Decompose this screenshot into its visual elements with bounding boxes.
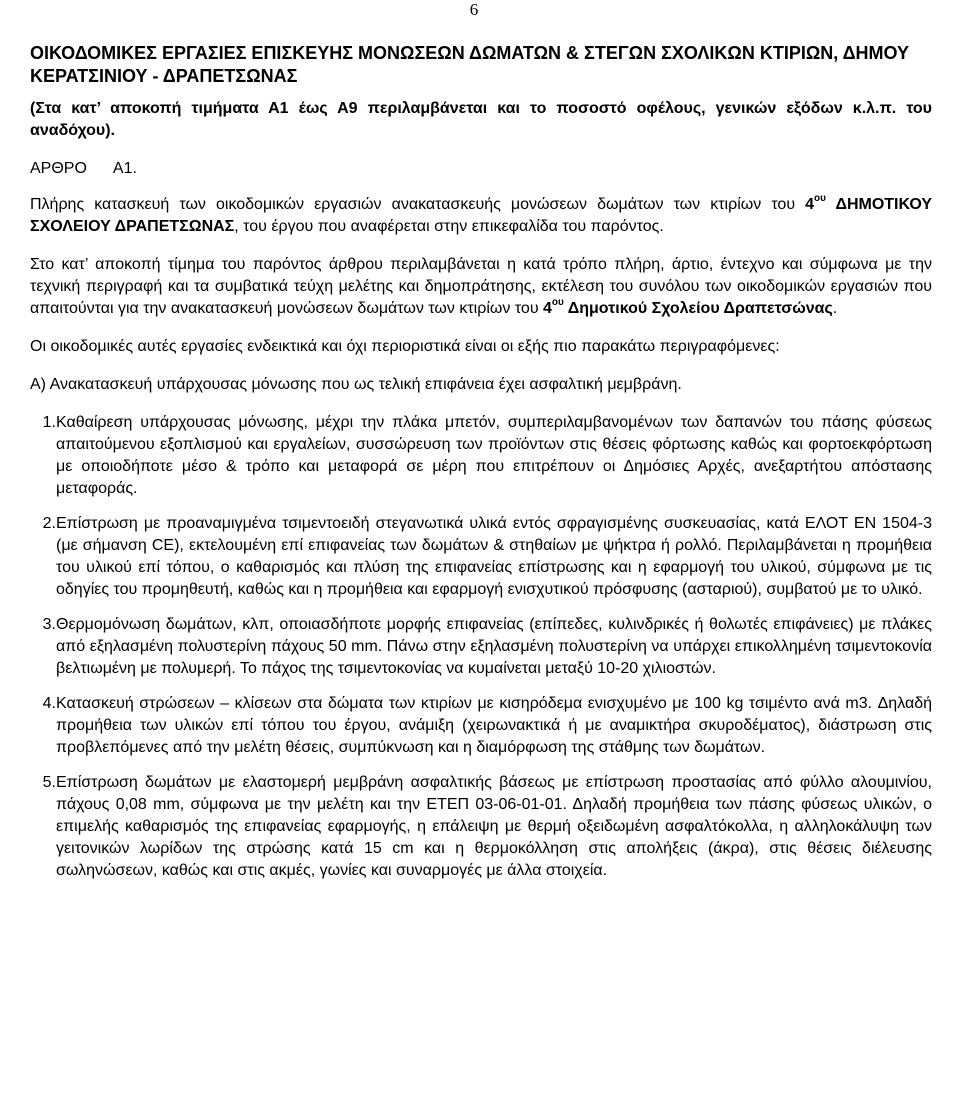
article-label: ΑΡΘΡΟ bbox=[30, 160, 87, 177]
intro-text-start: Πλήρης κατασκευή των οικοδομικών εργασιών ανακατασκευής μονώσεων δωμάτων των κτιρίων του bbox=[30, 196, 806, 213]
scope-text-end: . bbox=[832, 300, 838, 317]
list-item bbox=[30, 614, 932, 680]
item-text: Κατασκευή στρώσεων – κλίσεων στα δώματα των κτιρίων με κισηρόδεμα ενισχυμένο με 100 kg τσιμέντο ανά m3. Δηλαδή προμήθεια των υλικών επί τόπου του έργου, ανάμιξη (χειρωνακτικά ή με αναμικτήρα σκυροδέματος), διάστρωση στις προβλεπόμενες από την μελέτη θέσεις, συμπύκνωση και η διαμόρφωση της στάθμης των δωμάτων. bbox=[56, 695, 932, 756]
article-heading bbox=[30, 158, 932, 180]
item-text: Καθαίρεση υπάρχουσας μόνωσης, μέχρι την πλάκα μπετόν, συμπεριλαμβανομένων των δαπανών του πάσης φύσεως απαιτούμενου εξοπλισμού και εργαλείων, συσσώρευση των προϊόντων στις θέσεις φόρτωσης καθώς και φορτοεκφόρτωση με οποιοδήποτε μέσο & τρόπο και μεταφορά σε μέρη που επιτρέπουν οι Δημόσιες Αρχές, ανεξαρτήτου απόστασης μεταφοράς. bbox=[56, 414, 932, 497]
intro-paragraph bbox=[30, 194, 932, 238]
item-text: Επίστρωση με προαναμιγμένα τσιμεντοειδή στεγανωτικά υλικά εντός σφραγισμένης συσκευασίας, κατά ΕΛΟΤ ΕΝ 1504-3 (με σήμανση CE), εκτελουμένη επί επιφανείας των δωμάτων & στηθαίων με ψήκτρα ή ρολλό. Περιλαμβάνεται η προμήθεια του υλικού επί τόπου, ο καθαρισμός και πλύση της επιφανείας επίστρωσης και η εφαρμογή του υλικού, σύμφωνα με τις οδηγίες του προμηθευτή, καθώς και η προμήθεια και εφαρμογή ενισχυτικού πρόσφυσης (ασταριού), συμβατού με το υλικό. bbox=[56, 515, 932, 598]
item-number: 2. bbox=[42, 515, 56, 532]
list-item bbox=[30, 513, 932, 601]
intro-school-number: 4 bbox=[805, 196, 815, 213]
item-text: Επίστρωση δωμάτων με ελαστομερή μεμβράνη ασφαλτικής βάσεως με επίστρωση προστασίας από φύλλο αλουμινίου, πάχους 0,08 mm, σύμφωνα με την μελέτη και την ΕΤΕΠ 03-06-01-01. Δηλαδή προμήθεια των πάσης φύσεως υλικών, ο επιμελής καθαρισμός της επιφανείας εφαρμογής, η επάλειψη με θερμή οξειδωμένη ασφαλτόκολλα, η αλληλοκάλυψη των γειτονικών λωρίδων της στρώσης κατά 15 cm και η θερμοκόλληση στις απολήξεις (άκρα), στις θέσεις διέλευσης σωληνώσεων, καθώς και στις ακμές, γωνίες και συναρμογές με άλλα στοιχεία. bbox=[56, 774, 932, 879]
item-number: 1. bbox=[42, 414, 56, 431]
scope-ordinal-suffix: ου bbox=[551, 296, 564, 308]
intro-ordinal-suffix: ου bbox=[814, 192, 826, 204]
list-item bbox=[30, 693, 932, 759]
scope-paragraph bbox=[30, 254, 932, 320]
item-number: 5. bbox=[42, 774, 56, 791]
item-number: 3. bbox=[42, 616, 56, 633]
indicative-paragraph: Οι οικοδομικές αυτές εργασίες ενδεικτικά και όχι περιοριστικά είναι οι εξής πιο παρακάτω περιγραφόμενες: bbox=[30, 338, 780, 355]
section-a-heading: Α) Ανακατασκευή υπάρχουσας μόνωσης που ως τελική επιφάνεια έχει ασφαλτική μεμβράνη. bbox=[30, 376, 682, 393]
intro-school-name: ΔΗΜΟΤΙΚΟΥ ΣΧΟΛΕΙΟΥ ΔΡΑΠΕΤΣΩΝΑΣ bbox=[30, 196, 932, 235]
scope-school-name: Δημοτικού Σχολείου Δραπετσώνας bbox=[563, 300, 833, 317]
pricing-note: (Στα κατ’ αποκοπή τιμήματα Α1 έως Α9 περιλαμβάνεται και το ποσοστό οφέλους, γενικών εξόδων κ.λ.π. του αναδόχου). bbox=[30, 100, 932, 139]
intro-text-end: , του έργου που αναφέρεται στην επικεφαλίδα του παρόντος. bbox=[234, 218, 664, 235]
document-body bbox=[30, 42, 932, 882]
page-number: 6 bbox=[469, 0, 479, 19]
scope-school-number: 4 bbox=[543, 300, 552, 317]
item-text: Θερμομόνωση δωμάτων, κλπ, οποιασδήποτε μορφής επιφανείας (επίπεδες, κυλινδρικές ή θολωτές επιφάνειες) με πλάκες από εξηλασμένη πολυστερίνη πάχους 50 mm. Πάνω στην εξηλασμένη πολυστερίνη να υπάρχει επικολλημένη τσιμεντοκονία βελτιωμένη με πολυμερή. Το πάχος της τσιμεντοκονίας να κυμαίνεται μεταξύ 10-20 χιλιοστών. bbox=[56, 616, 932, 677]
list-item bbox=[30, 772, 932, 882]
list-item bbox=[30, 412, 932, 500]
document-title: ΟΙΚΟΔΟΜΙΚΕΣ ΕΡΓΑΣΙΕΣ ΕΠΙΣΚΕΥΗΣ ΜΟΝΩΣΕΩΝ ΔΩΜΑΤΩΝ & ΣΤΕΓΩΝ ΣΧΟΛΙΚΩΝ ΚΤΙΡΙΩΝ, ΔΗΜΟΥ ΚΕΡΑΤΣΙΝΙΟΥ - ΔΡΑΠΕΤΣΩΝΑΣ bbox=[30, 43, 910, 86]
scope-text-start: Στο κατ’ αποκοπή τίμημα του παρόντος άρθρου περιλαμβάνεται η κατά τρόπο πλήρη, άρτιο, έντεχνο και σύμφωνα με την τεχνική περιγραφή και τα συμβατικά τεύχη μελέτης και δημοπράτησης, εκτέλεση του συνόλου των οικοδομικών εργασιών που απαιτούνται για την ανακατασκευή μονώσεων δωμάτων των κτιρίων του bbox=[30, 256, 932, 317]
article-code: Α1. bbox=[112, 160, 137, 177]
item-number: 4. bbox=[42, 695, 56, 712]
work-items-list bbox=[30, 412, 932, 882]
